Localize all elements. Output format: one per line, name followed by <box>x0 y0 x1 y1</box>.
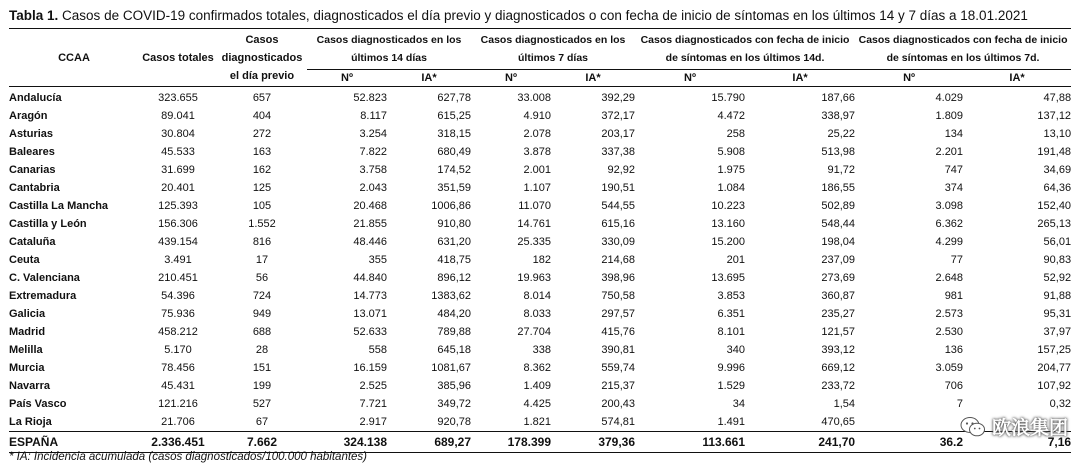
value-cell: 379,36 <box>598 435 636 449</box>
table-row <box>9 287 1071 305</box>
table-row <box>9 107 1071 125</box>
header-n: Nº <box>471 69 551 86</box>
table-row <box>9 323 1071 341</box>
value-cell: 355 <box>368 254 387 266</box>
value-cell: 92,92 <box>607 164 636 176</box>
value-cell: 750,58 <box>601 290 636 302</box>
value-cell: 19.963 <box>517 272 552 284</box>
value-cell: 52.823 <box>353 92 387 104</box>
value-cell: 13.160 <box>711 218 746 230</box>
value-cell: 3.491 <box>164 254 192 266</box>
value-cell: 1006,86 <box>431 200 472 212</box>
value-cell: 418,75 <box>437 254 472 266</box>
region-name-cell: Aragón <box>9 110 48 122</box>
value-cell: 415,76 <box>601 326 636 338</box>
region-name-cell: Murcia <box>9 362 45 374</box>
value-cell: 75.936 <box>161 308 195 320</box>
value-cell: 95,31 <box>1043 308 1072 320</box>
value-cell: 182 <box>532 254 552 266</box>
value-cell: 393,12 <box>821 344 856 356</box>
table-row <box>9 87 1071 108</box>
value-cell: 90,83 <box>1043 254 1072 266</box>
table-row <box>9 143 1071 161</box>
value-cell: 199 <box>252 380 272 392</box>
value-cell: 14.773 <box>353 290 387 302</box>
value-cell: 8.117 <box>360 110 387 122</box>
value-cell: 3.758 <box>359 164 387 176</box>
value-cell: 2.201 <box>935 146 964 158</box>
value-cell: 162 <box>252 164 272 176</box>
value-cell: 191,48 <box>1037 146 1072 158</box>
value-cell: 330,09 <box>601 236 636 248</box>
value-cell: 54.396 <box>161 290 195 302</box>
value-cell: 1.491 <box>717 416 746 428</box>
value-cell: 67 <box>255 416 269 428</box>
value-cell: 136 <box>944 344 964 356</box>
value-cell: 2.078 <box>523 128 552 140</box>
value-cell: 458.212 <box>158 326 198 338</box>
value-cell: 198,04 <box>821 236 856 248</box>
value-cell: 390,81 <box>601 344 636 356</box>
value-cell: 21.855 <box>353 218 387 230</box>
value-cell: 544,55 <box>601 200 636 212</box>
value-cell: 25.335 <box>517 236 552 248</box>
region-name-cell: Madrid <box>9 326 46 338</box>
table-row <box>9 377 1071 395</box>
value-cell: 398,96 <box>601 272 636 284</box>
value-cell: 1.821 <box>523 416 552 428</box>
value-cell: 1081,67 <box>431 362 472 374</box>
value-cell: 89.041 <box>161 110 195 122</box>
region-name-cell: Cataluña <box>9 236 56 248</box>
header-diag-dia-previo: Casos diagnosticados el día previo <box>221 34 303 82</box>
value-cell: 1,54 <box>833 398 856 410</box>
value-cell: 34,69 <box>1043 164 1072 176</box>
value-cell: 981 <box>944 290 964 302</box>
header-sint-14: Casos diagnosticados con fecha de inicio de síntomas en los últimos 14d. <box>640 34 850 65</box>
value-cell: 297,57 <box>601 308 636 320</box>
value-cell: 121,57 <box>821 326 856 338</box>
value-cell: 0,32 <box>1049 398 1072 410</box>
value-cell: 706 <box>944 380 964 392</box>
value-cell: 789,88 <box>437 326 472 338</box>
value-cell: 3.059 <box>935 362 964 374</box>
value-cell: 156.306 <box>158 218 198 230</box>
value-cell: 4.029 <box>935 92 964 104</box>
value-cell: 20.468 <box>353 200 387 212</box>
region-name-cell: Extremadura <box>9 290 77 302</box>
value-cell: 44.840 <box>353 272 387 284</box>
value-cell: 574,81 <box>601 416 636 428</box>
value-cell: 210.451 <box>158 272 198 284</box>
header-ia: IA* <box>551 69 635 86</box>
value-cell: 163 <box>252 146 272 158</box>
value-cell: 6.351 <box>717 308 746 320</box>
value-cell: 16.159 <box>353 362 387 374</box>
value-cell: 5.908 <box>717 146 746 158</box>
header-diag-14: Casos diagnosticados en los últimos 14 días <box>316 34 462 65</box>
value-cell: 680,49 <box>437 146 472 158</box>
value-cell: 340 <box>726 344 746 356</box>
region-name-cell: Galicia <box>9 308 46 320</box>
value-cell: 470,65 <box>821 416 856 428</box>
table-row <box>9 125 1071 143</box>
value-cell: 215,37 <box>601 380 636 392</box>
value-cell: 8.014 <box>523 290 552 302</box>
table-row <box>9 341 1071 359</box>
value-cell: 178.399 <box>507 435 552 449</box>
value-cell: 657 <box>252 92 272 104</box>
header-n: Nº <box>635 69 745 86</box>
watermark <box>960 413 1068 440</box>
value-cell: 8.101 <box>717 326 746 338</box>
caption-label: Tabla 1. <box>9 8 59 23</box>
value-cell: 502,89 <box>821 200 856 212</box>
value-cell: 669,12 <box>821 362 856 374</box>
value-cell: 137,12 <box>1037 110 1072 122</box>
value-cell: 631,20 <box>437 236 472 248</box>
value-cell: 3.853 <box>717 290 746 302</box>
value-cell: 7.822 <box>359 146 387 158</box>
value-cell: 91,88 <box>1043 290 1072 302</box>
value-cell: 1.529 <box>717 380 746 392</box>
value-cell: 724 <box>252 290 272 302</box>
value-cell: 324.138 <box>343 435 387 449</box>
value-cell: 1383,62 <box>431 290 472 302</box>
value-cell: 200,43 <box>601 398 636 410</box>
value-cell: 816 <box>252 236 272 248</box>
value-cell: 439.154 <box>158 236 198 248</box>
value-cell: 4.910 <box>523 110 552 122</box>
value-cell: 4.425 <box>523 398 552 410</box>
region-name-cell: La Rioja <box>9 416 52 428</box>
table-row <box>9 305 1071 323</box>
value-cell: 36.2 <box>939 435 964 449</box>
value-cell: 27.704 <box>517 326 552 338</box>
value-cell: 2.573 <box>935 308 964 320</box>
value-cell: 272 <box>252 128 272 140</box>
value-cell: 318,15 <box>437 128 472 140</box>
value-cell: 1.975 <box>717 164 746 176</box>
value-cell: 186,55 <box>821 182 856 194</box>
value-cell: 56 <box>255 272 269 284</box>
value-cell: 2.336.451 <box>151 435 205 449</box>
value-cell: 10.223 <box>711 200 746 212</box>
value-cell: 14.761 <box>517 218 552 230</box>
value-cell: 338,97 <box>821 110 856 122</box>
caption-text: Casos de COVID-19 confirmados totales, diagnosticados el día previo y diagnosticados o con fecha de inicio de síntomas en los últimos 14 y 7 días a 18.01.2021 <box>62 8 1028 23</box>
value-cell: 233,72 <box>821 380 856 392</box>
value-cell: 235,27 <box>821 308 856 320</box>
value-cell: 689,27 <box>434 435 472 449</box>
value-cell: 920,78 <box>437 416 472 428</box>
header-sint-7: Casos diagnosticados con fecha de inicio de síntomas en los últimos 7d. <box>858 34 1068 65</box>
header-n: Nº <box>307 69 387 86</box>
value-cell: 265,13 <box>1037 218 1072 230</box>
value-cell: 64,36 <box>1043 182 1072 194</box>
value-cell: 910,80 <box>437 218 472 230</box>
table-row <box>9 197 1071 215</box>
value-cell: 187,66 <box>821 92 856 104</box>
value-cell: 31.699 <box>161 164 195 176</box>
table-caption <box>9 8 1028 23</box>
value-cell: 484,20 <box>437 308 472 320</box>
header-ia: IA* <box>963 69 1071 86</box>
value-cell: 548,44 <box>821 218 856 230</box>
value-cell: 151 <box>252 362 272 374</box>
value-cell: 559,74 <box>601 362 636 374</box>
region-name-cell: Baleares <box>9 146 55 158</box>
value-cell: 201 <box>726 254 746 266</box>
value-cell: 203,17 <box>601 128 636 140</box>
value-cell: 372,17 <box>601 110 636 122</box>
value-cell: 3.098 <box>935 200 964 212</box>
value-cell: 338 <box>532 344 552 356</box>
wechat-icon <box>960 416 986 438</box>
value-cell: 513,98 <box>821 146 856 158</box>
value-cell: 1.084 <box>717 182 746 194</box>
value-cell: 896,12 <box>437 272 472 284</box>
watermark-text: 欧浪集团 <box>991 418 1068 439</box>
footnote: * IA: Incidencia acumulada (casos diagnosticados/100.000 habitantes) <box>9 451 368 463</box>
value-cell: 33.008 <box>517 92 552 104</box>
value-cell: 615,16 <box>601 218 636 230</box>
value-cell: 204,77 <box>1037 362 1072 374</box>
value-cell: 47,88 <box>1043 92 1072 104</box>
region-name-cell: Navarra <box>9 380 50 392</box>
value-cell: 107,92 <box>1037 380 1072 392</box>
value-cell: 28 <box>255 344 269 356</box>
value-cell: 7 <box>956 398 964 410</box>
value-cell: 747 <box>944 164 964 176</box>
value-cell: 11.070 <box>518 200 552 212</box>
region-name-cell: ESPAÑA <box>9 435 59 449</box>
value-cell: 3.254 <box>359 128 387 140</box>
value-cell: 9.996 <box>717 362 746 374</box>
value-cell: 385,96 <box>437 380 472 392</box>
value-cell: 8.033 <box>523 308 552 320</box>
value-cell: 125 <box>252 182 272 194</box>
value-cell: 2.001 <box>523 164 552 176</box>
value-cell: 52.633 <box>353 326 387 338</box>
header-ccaa: CCAA <box>58 52 90 64</box>
value-cell: 25,22 <box>827 128 856 140</box>
value-cell: 37,97 <box>1043 326 1072 338</box>
value-cell: 349,72 <box>437 398 472 410</box>
header-casos-totales: Casos totales <box>142 52 214 64</box>
value-cell: 645,18 <box>437 344 472 356</box>
value-cell: 7.662 <box>246 435 278 449</box>
value-cell: 77 <box>950 254 964 266</box>
region-name-cell: C. Valenciana <box>9 272 80 284</box>
table-total-row <box>9 432 1071 453</box>
region-name-cell: Ceuta <box>9 254 40 266</box>
value-cell: 2.530 <box>935 326 964 338</box>
value-cell: 13.695 <box>711 272 746 284</box>
header-n: Nº <box>855 69 963 86</box>
value-cell: 56,01 <box>1043 236 1072 248</box>
covid-cases-table <box>9 28 1071 453</box>
value-cell: 174,52 <box>437 164 472 176</box>
table-row <box>9 179 1071 197</box>
value-cell: 392,29 <box>601 92 636 104</box>
value-cell: 105 <box>252 200 272 212</box>
value-cell: 404 <box>252 110 272 122</box>
value-cell: 52,92 <box>1043 272 1072 284</box>
value-cell: 949 <box>252 308 272 320</box>
region-name-cell: Castilla La Mancha <box>9 200 109 212</box>
region-name-cell: Canarias <box>9 164 56 176</box>
value-cell: 351,59 <box>437 182 472 194</box>
region-name-cell: Cantabria <box>9 182 60 194</box>
value-cell: 45.533 <box>161 146 195 158</box>
value-cell: 30.804 <box>161 128 195 140</box>
value-cell: 258 <box>726 128 746 140</box>
value-cell: 615,25 <box>437 110 472 122</box>
value-cell: 2.043 <box>359 182 387 194</box>
value-cell: 15.790 <box>711 92 746 104</box>
value-cell: 15.200 <box>711 236 746 248</box>
value-cell: 5.170 <box>164 344 192 356</box>
value-cell: 6.362 <box>935 218 964 230</box>
value-cell: 2.917 <box>359 416 387 428</box>
table-row <box>9 269 1071 287</box>
value-cell: 4.299 <box>935 236 964 248</box>
value-cell: 360,87 <box>821 290 856 302</box>
value-cell: 237,09 <box>821 254 856 266</box>
table-row <box>9 161 1071 179</box>
value-cell: 48.446 <box>353 236 387 248</box>
value-cell: 2.525 <box>359 380 387 392</box>
value-cell: 91,72 <box>827 164 856 176</box>
value-cell: 1.409 <box>523 380 552 392</box>
value-cell: 627,78 <box>437 92 472 104</box>
value-cell: 21.706 <box>161 416 195 428</box>
table-body <box>9 87 1071 453</box>
value-cell: 323.655 <box>158 92 198 104</box>
region-name-cell: Andalucía <box>9 92 62 104</box>
region-name-cell: Melilla <box>9 344 43 356</box>
table-row <box>9 215 1071 233</box>
value-cell: 273,69 <box>821 272 856 284</box>
header-ia: IA* <box>387 69 471 86</box>
value-cell: 13,10 <box>1043 128 1072 140</box>
table-row <box>9 251 1071 269</box>
value-cell: 78.456 <box>161 362 195 374</box>
value-cell: 241,70 <box>818 435 856 449</box>
header-ia: IA* <box>745 69 855 86</box>
region-name-cell: Castilla y León <box>9 218 87 230</box>
value-cell: 214,68 <box>601 254 636 266</box>
value-cell: 157,25 <box>1037 344 1072 356</box>
value-cell: 1.107 <box>523 182 552 194</box>
value-cell: 13.071 <box>353 308 387 320</box>
value-cell: 7,16 <box>1047 435 1072 449</box>
value-cell: 2.648 <box>935 272 964 284</box>
value-cell: 113.661 <box>702 435 746 449</box>
value-cell: 7.721 <box>359 398 387 410</box>
region-name-cell: Asturias <box>9 128 54 140</box>
value-cell: 1.552 <box>248 218 276 230</box>
value-cell: 337,38 <box>601 146 636 158</box>
table-row <box>9 359 1071 377</box>
value-cell: 152,40 <box>1037 200 1072 212</box>
value-cell: 374 <box>944 182 964 194</box>
value-cell: 134 <box>944 128 964 140</box>
value-cell: 527 <box>252 398 272 410</box>
value-cell: 3.878 <box>523 146 552 158</box>
header-diag-7: Casos diagnosticados en los últimos 7 días <box>480 34 626 65</box>
value-cell: 34 <box>732 398 746 410</box>
value-cell: 125.393 <box>158 200 198 212</box>
value-cell: 1.809 <box>935 110 964 122</box>
table-row <box>9 395 1071 413</box>
value-cell: 17 <box>255 254 269 266</box>
value-cell: 121.216 <box>158 398 198 410</box>
value-cell: 8.362 <box>523 362 552 374</box>
value-cell: 45.431 <box>161 380 195 392</box>
value-cell: 688 <box>252 326 272 338</box>
value-cell: 4.472 <box>717 110 746 122</box>
table-row <box>9 413 1071 432</box>
region-name-cell: País Vasco <box>9 398 67 410</box>
value-cell: 20.401 <box>161 182 195 194</box>
value-cell <box>855 413 963 432</box>
value-cell: 190,51 <box>601 182 636 194</box>
table-row <box>9 233 1071 251</box>
value-cell: 558 <box>368 344 387 356</box>
